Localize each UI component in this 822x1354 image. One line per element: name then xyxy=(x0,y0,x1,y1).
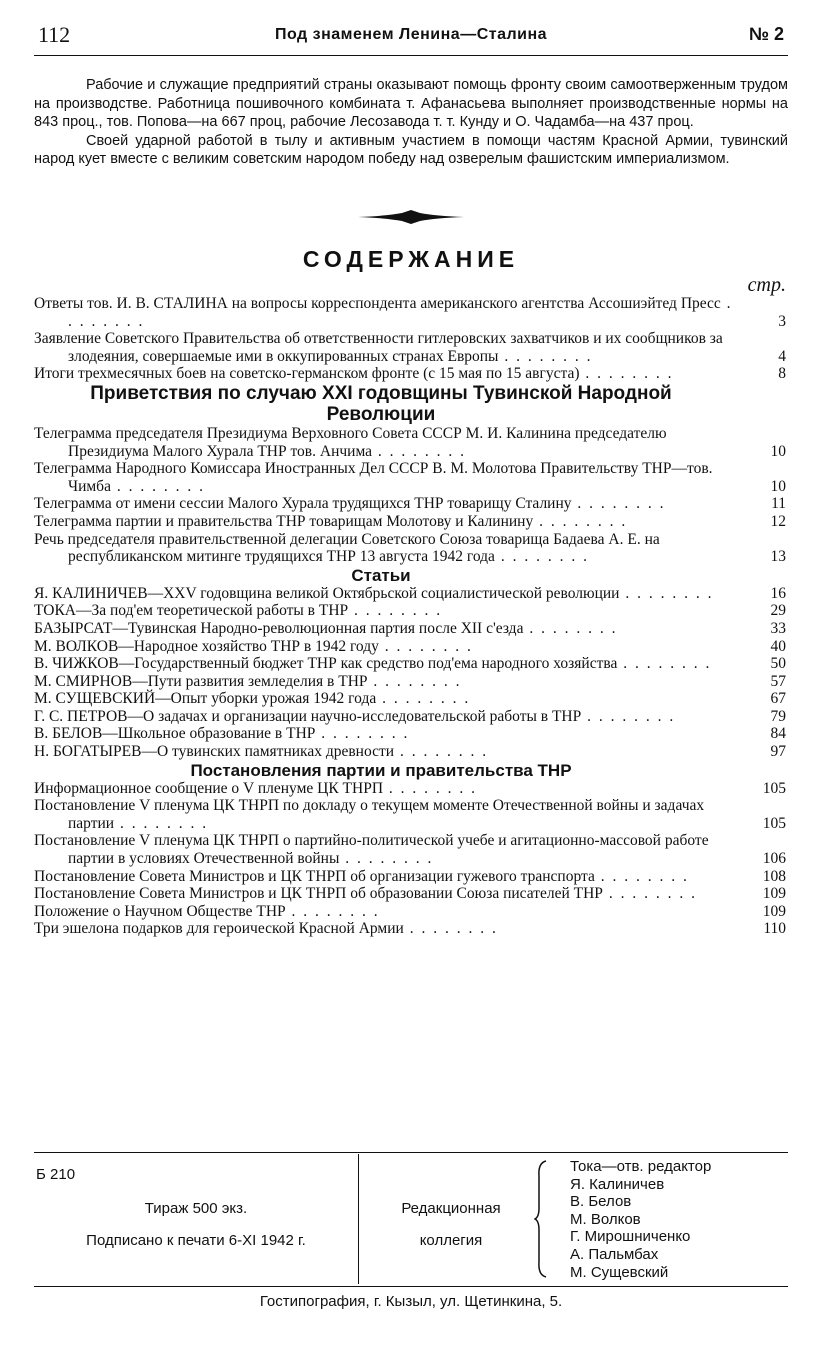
toc-entry-page: 10 xyxy=(770,442,786,460)
journal-title: Под знаменем Ленина—Сталина xyxy=(274,26,548,43)
intro-paragraph-2: Своей ударной работой в тылу и активным участием в помощи частям Красной Армии, тувинский народ кует вместе с великим советским народом победу над озверелым фашистским империализмом. xyxy=(34,132,788,168)
toc-entry xyxy=(34,690,788,708)
toc-entry-page: 4 xyxy=(778,347,786,365)
toc-entry xyxy=(34,620,788,638)
toc-group-resolutions xyxy=(34,780,788,938)
leader-dots: . . . . . . . . xyxy=(403,920,498,938)
toc-entry-title: Г. С. ПЕТРОВ—О задачах и организации научно-исследовательской работы в ТНР xyxy=(34,707,582,725)
toc-entry xyxy=(34,513,788,531)
page-number: 112 xyxy=(38,22,71,47)
print-run: Тираж 500 экз. xyxy=(144,1200,248,1217)
header-rule xyxy=(34,55,788,56)
toc-entry-page: 40 xyxy=(770,637,786,655)
section-heading-articles: Статьи xyxy=(351,565,411,585)
board-member: В. Белов xyxy=(570,1193,632,1211)
board-member: Я. Калиничев xyxy=(570,1175,665,1193)
leader-dots: . . . . . . . . xyxy=(571,495,666,513)
toc-entry-page: 109 xyxy=(762,902,786,920)
toc-entry-page: 57 xyxy=(770,672,786,690)
toc-entry-title: Информационное сообщение о V пленуме ЦК ТНРП xyxy=(34,779,384,797)
editorial-board-label xyxy=(360,1154,542,1284)
board-member: М. Волков xyxy=(570,1210,641,1228)
editorial-board-members xyxy=(570,1158,711,1281)
intro-text xyxy=(34,76,788,169)
toc-entry-title: Постановление V пленума ЦК ТНРП по докладу о текущем моменте Отечественной войны и задачах партии xyxy=(34,797,705,832)
toc-entry-page: 105 xyxy=(762,779,786,797)
toc-entry-title: Три эшелона подарков для героической Красной Армии xyxy=(34,920,404,938)
toc-entry-page: 67 xyxy=(770,690,786,708)
toc-entry-title: Н. БОГАТЫРЕВ—О тувинских памятниках древности xyxy=(34,743,395,761)
toc-entry-page: 106 xyxy=(762,850,786,868)
toc-entry-title: В. БЕЛОВ—Школьное образование в ТНР xyxy=(34,725,316,743)
board-member: А. Пальмбах xyxy=(570,1245,659,1263)
page-column-label: стр. xyxy=(747,274,786,296)
leader-dots: . . . . . . . . xyxy=(617,655,712,673)
leader-dots: . . . . . . . . xyxy=(579,365,674,383)
editorial-board-label-1: Редакционная xyxy=(401,1200,501,1217)
page-header xyxy=(34,22,788,52)
toc-entry-title: Положение о Научном Обществе ТНР xyxy=(34,902,286,920)
issue-number: № 2 xyxy=(748,24,784,44)
leader-dots: . . . . . . . . xyxy=(285,902,380,920)
section-heading-resolutions: Постановления партии и правительства ТНР xyxy=(190,760,572,780)
toc-entry-page: 8 xyxy=(778,365,786,383)
toc-entry-title: Телеграмма Народного Комиссара Иностранных Дел СССР В. М. Молотова Правительству ТНР—тов. Чимба xyxy=(34,460,713,495)
leader-dots: . . . . . . . . xyxy=(581,707,676,725)
ornament-divider xyxy=(0,210,822,229)
toc-entry-title: М. СУЩЕВСКИЙ—Опыт уборки урожая 1942 года xyxy=(34,690,377,708)
leader-dots: . . . . . . . . xyxy=(110,477,205,495)
leader-dots: . . . . . . . . xyxy=(68,295,733,330)
toc-entry-page: 13 xyxy=(770,548,786,566)
leader-dots: . . . . . . . . xyxy=(494,548,589,566)
toc-entry xyxy=(34,743,788,761)
toc-entry-title: Речь председателя правительственной делегации Советского Союза товарища Бадаева А. Е. на республиканском митинге трудящихся ТНР 13 августа 1942 года xyxy=(34,530,660,566)
toc-entry xyxy=(34,868,788,886)
imprint-code: Б 210 xyxy=(36,1166,76,1183)
toc-entry xyxy=(34,920,788,938)
leader-dots: . . . . . . . . xyxy=(378,637,473,655)
toc-entry xyxy=(34,708,788,726)
toc-entry-title: М. СМИРНОВ—Пути развития земледелия в ТНР xyxy=(34,672,368,690)
toc-entry xyxy=(34,330,788,365)
leader-dots: . . . . . . . . xyxy=(498,347,593,365)
imprint-publication-info xyxy=(34,1154,359,1284)
toc-entry xyxy=(34,295,788,330)
ornament-divider-icon xyxy=(356,210,466,224)
signed-to-print: Подписано к печати 6-XI 1942 г. xyxy=(86,1232,306,1249)
printer-info: Гостипография, г. Кызыл, ул. Щетинкина, 5. xyxy=(259,1293,563,1310)
toc-entry xyxy=(34,725,788,743)
toc-entry-title: Постановление V пленума ЦК ТНРП о партийно-политической учебе и агитационно-массовой работе партии в условиях Отечественной войны xyxy=(34,832,709,868)
imprint-rule-top xyxy=(34,1152,788,1153)
toc-entry-page: 16 xyxy=(770,584,786,602)
toc-entry xyxy=(34,585,788,603)
toc-entry-title: Телеграмма председателя Президиума Верховного Совета СССР М. И. Калинина председателю Президиума Малого Хурала ТНР тов. Анчима xyxy=(34,424,667,460)
board-member: Г. Мирошниченко xyxy=(570,1228,691,1246)
toc-entry xyxy=(34,460,788,495)
toc-entry xyxy=(34,531,788,566)
leader-dots: . . . . . . . . xyxy=(394,743,489,761)
toc-entry xyxy=(34,655,788,673)
toc-group-greetings xyxy=(34,425,788,566)
imprint-block xyxy=(34,1154,788,1284)
toc-entry-title: М. ВОЛКОВ—Народное хозяйство ТНР в 1942 году xyxy=(34,637,379,655)
toc-entry-page: 33 xyxy=(770,619,786,637)
intro-paragraph-1: Рабочие и служащие предприятий страны оказывают помощь фронту своим самоотверженным трудом на производстве. Работница пошивочного комбината т. Афанасьева выполняет производственные нормы на 843 проц., тов. Попова—на 667 проц, рабочие Лесозавода т. т. Кунду и О. Чадамба—на 437 проц. xyxy=(34,77,788,131)
toc-entry xyxy=(34,780,788,798)
toc-entry-title: БАЗЫРСАТ—Тувинская Народно-революционная партия после XII с'езда xyxy=(34,619,524,637)
toc-entry-page: 97 xyxy=(770,743,786,761)
toc-entry xyxy=(34,885,788,903)
toc-entry-page: 105 xyxy=(762,814,786,832)
toc-entry-title: Я. КАЛИНИЧЕВ—XXV годовщина великой Октябрьской социалистической революции xyxy=(34,584,620,602)
toc-entry xyxy=(34,797,788,832)
leader-dots: . . . . . . . . xyxy=(594,867,689,885)
toc-entry-page: 12 xyxy=(770,512,786,530)
toc-entry-page: 84 xyxy=(770,725,786,743)
leader-dots: . . . . . . . . xyxy=(372,442,467,460)
toc-entry-page: 10 xyxy=(770,477,786,495)
toc-entry-title: ТОКА—За под'ем теоретической работы в ТНР xyxy=(34,602,349,620)
editorial-board-label-2: коллегия xyxy=(419,1232,483,1249)
leader-dots: . . . . . . . . xyxy=(523,619,618,637)
toc-group-top xyxy=(34,295,788,383)
toc-entry-title: Постановление Совета Министров и ЦК ТНРП об организации гужевого транспорта xyxy=(34,867,595,885)
toc-entry-title: Итоги трехмесячных боев на советско-германском фронте (с 15 мая по 15 августа) xyxy=(34,365,580,383)
toc-entry-title: Телеграмма от имени сессии Малого Хурала трудящихся ТНР товарищу Сталину xyxy=(34,495,572,513)
toc-entry-title: Заявление Советского Правительства об ответственности гитлеровских захватчиков и их сообщников за злодеяния, совершаемые ими в оккупированных странах Европы xyxy=(34,330,723,365)
imprint-rule-bottom xyxy=(34,1286,788,1287)
toc-entry-page: 29 xyxy=(770,602,786,620)
toc-group-articles xyxy=(34,585,788,761)
toc-entry xyxy=(34,638,788,656)
toc-entry-page: 109 xyxy=(762,885,786,903)
board-member: М. Сущевский xyxy=(570,1263,669,1281)
toc-entry-page: 110 xyxy=(763,920,786,938)
toc-entry xyxy=(34,903,788,921)
leader-dots: . . . . . . . . xyxy=(114,814,209,832)
toc-entry xyxy=(34,832,788,867)
leader-dots: . . . . . . . . xyxy=(533,512,628,530)
toc-entry-page: 50 xyxy=(770,655,786,673)
toc-entry-title: Ответы тов. И. В. СТАЛИНА на вопросы корреспондента американского агентства Ассошиэйтед Пресс xyxy=(34,295,721,312)
toc-entry-page: 11 xyxy=(771,495,786,513)
leader-dots: . . . . . . . . xyxy=(376,690,471,708)
leader-dots: . . . . . . . . xyxy=(348,602,443,620)
toc-entry-page: 3 xyxy=(778,312,786,330)
toc-entry-title: Телеграмма партии и правительства ТНР товарищам Молотову и Калинину xyxy=(34,512,534,530)
table-of-contents xyxy=(34,295,788,938)
leader-dots: . . . . . . . . xyxy=(315,725,410,743)
toc-entry-page: 108 xyxy=(762,867,786,885)
leader-dots: . . . . . . . . xyxy=(602,885,697,903)
board-member: Тока—отв. редактор xyxy=(570,1158,712,1175)
toc-title: СОДЕРЖАНИЕ xyxy=(302,246,520,272)
leader-dots: . . . . . . . . xyxy=(383,779,478,797)
section-heading-greetings: Приветствия по случаю XXI годовщины Тувинской Народной Революции xyxy=(90,382,672,425)
leader-dots: . . . . . . . . xyxy=(367,672,462,690)
toc-entry xyxy=(34,602,788,620)
toc-entry-page: 79 xyxy=(770,707,786,725)
leader-dots: . . . . . . . . xyxy=(619,584,714,602)
leader-dots: . . . . . . . . xyxy=(339,850,434,868)
toc-entry-title: В. ЧИЖКОВ—Государственный бюджет ТНР как средство под'ема народного хозяйства xyxy=(34,655,618,673)
toc-entry xyxy=(34,673,788,691)
toc-entry xyxy=(34,495,788,513)
toc-entry-title: Постановление Совета Министров и ЦК ТНРП об образовании Союза писателей ТНР xyxy=(34,885,603,903)
toc-entry xyxy=(34,425,788,460)
brace-icon xyxy=(534,1160,548,1278)
toc-entry xyxy=(34,365,788,383)
